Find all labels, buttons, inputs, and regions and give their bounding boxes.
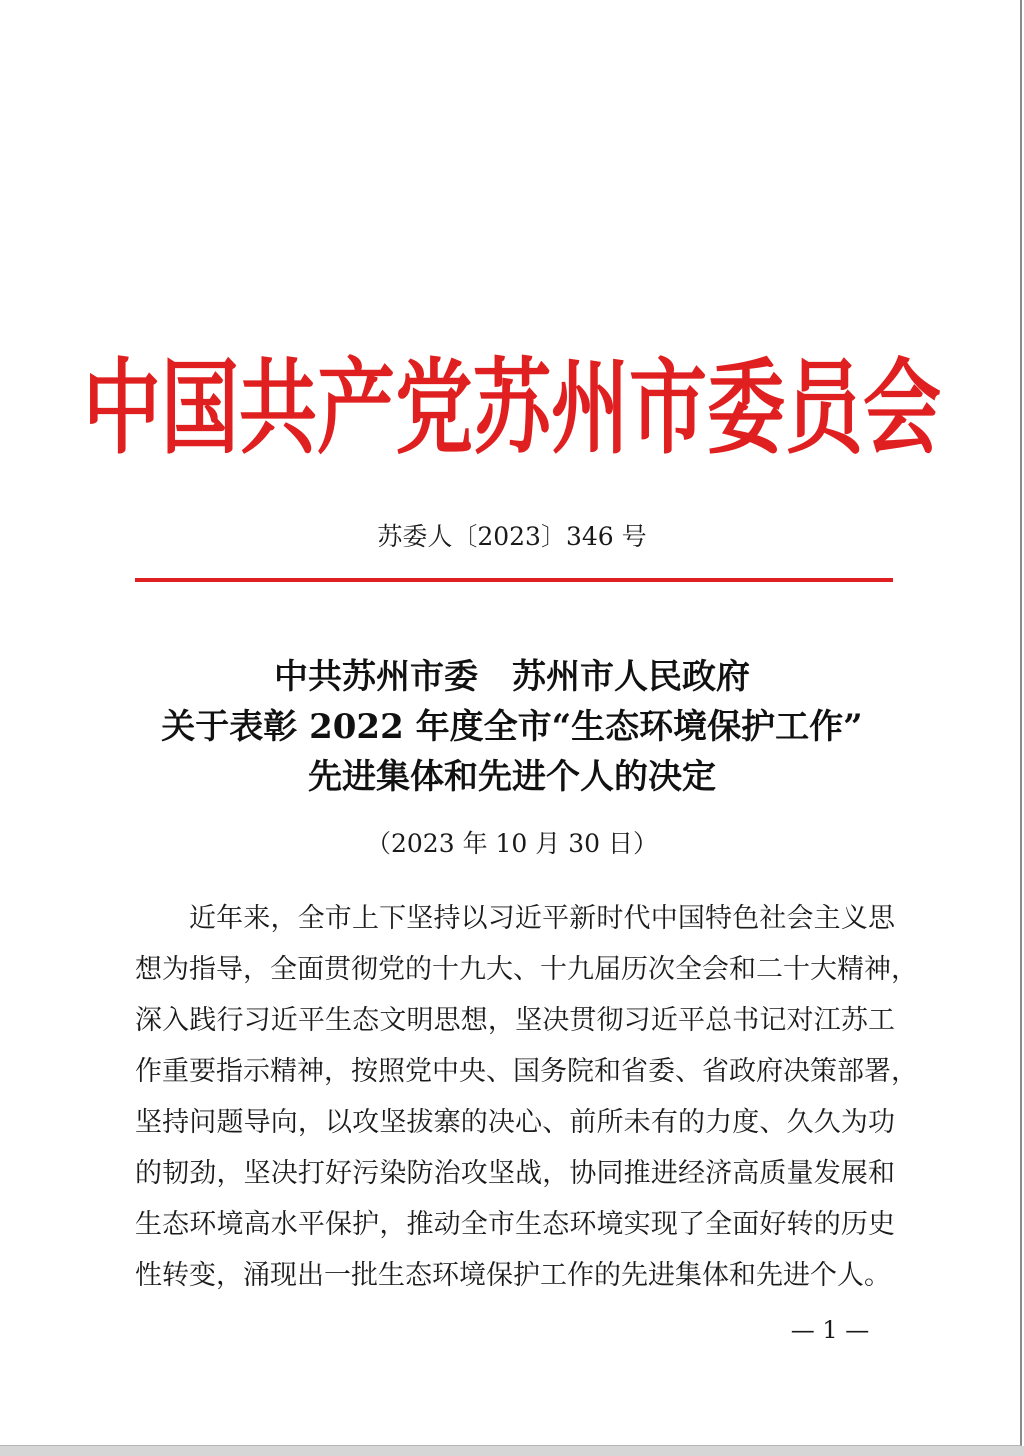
body-line: 深入践行习近平生态文明思想，坚决贯彻习近平总书记对江苏工	[135, 1005, 895, 1036]
title-line-2: 关于表彰 2022 年度全市“生态环境保护工作”	[161, 707, 863, 747]
title-line-1: 中共苏州市委 苏州市人民政府	[274, 657, 750, 697]
title-line-3: 先进集体和先进个人的决定	[308, 757, 716, 797]
body-line: 坚持问题导向，以攻坚拔寨的决心、前所未有的力度、久久为功	[135, 1107, 895, 1138]
body-paragraph	[135, 893, 918, 1301]
body-line: 生态环境高水平保护，推动全市生态环境实现了全面好转的历史	[135, 1209, 895, 1240]
document-number: 苏委人〔2023〕346 号	[377, 522, 647, 551]
document-date: （2023 年 10 月 30 日）	[366, 829, 658, 858]
letterhead-title: 中国共产党苏州市委员会	[82, 349, 941, 469]
document-title	[0, 652, 1024, 802]
body-line: 想为指导，全面贯彻党的十九大、十九届历次全会和二十大精神，	[135, 954, 918, 985]
body-line: 性转变，涌现出一批生态环境保护工作的先进集体和先进个人。	[135, 1260, 891, 1291]
body-line: 的韧劲，坚决打好污染防治攻坚战，协同推进经济高质量发展和	[135, 1158, 895, 1189]
page-number: — 1 —	[790, 1316, 870, 1344]
body-line: 近年来，全市上下坚持以习近平新时代中国特色社会主义思	[189, 903, 895, 934]
page-bottom-edge	[0, 1446, 1024, 1456]
body-line: 作重要指示精神，按照党中央、国务院和省委、省政府决策部署，	[135, 1056, 918, 1087]
red-divider-line	[135, 578, 893, 582]
